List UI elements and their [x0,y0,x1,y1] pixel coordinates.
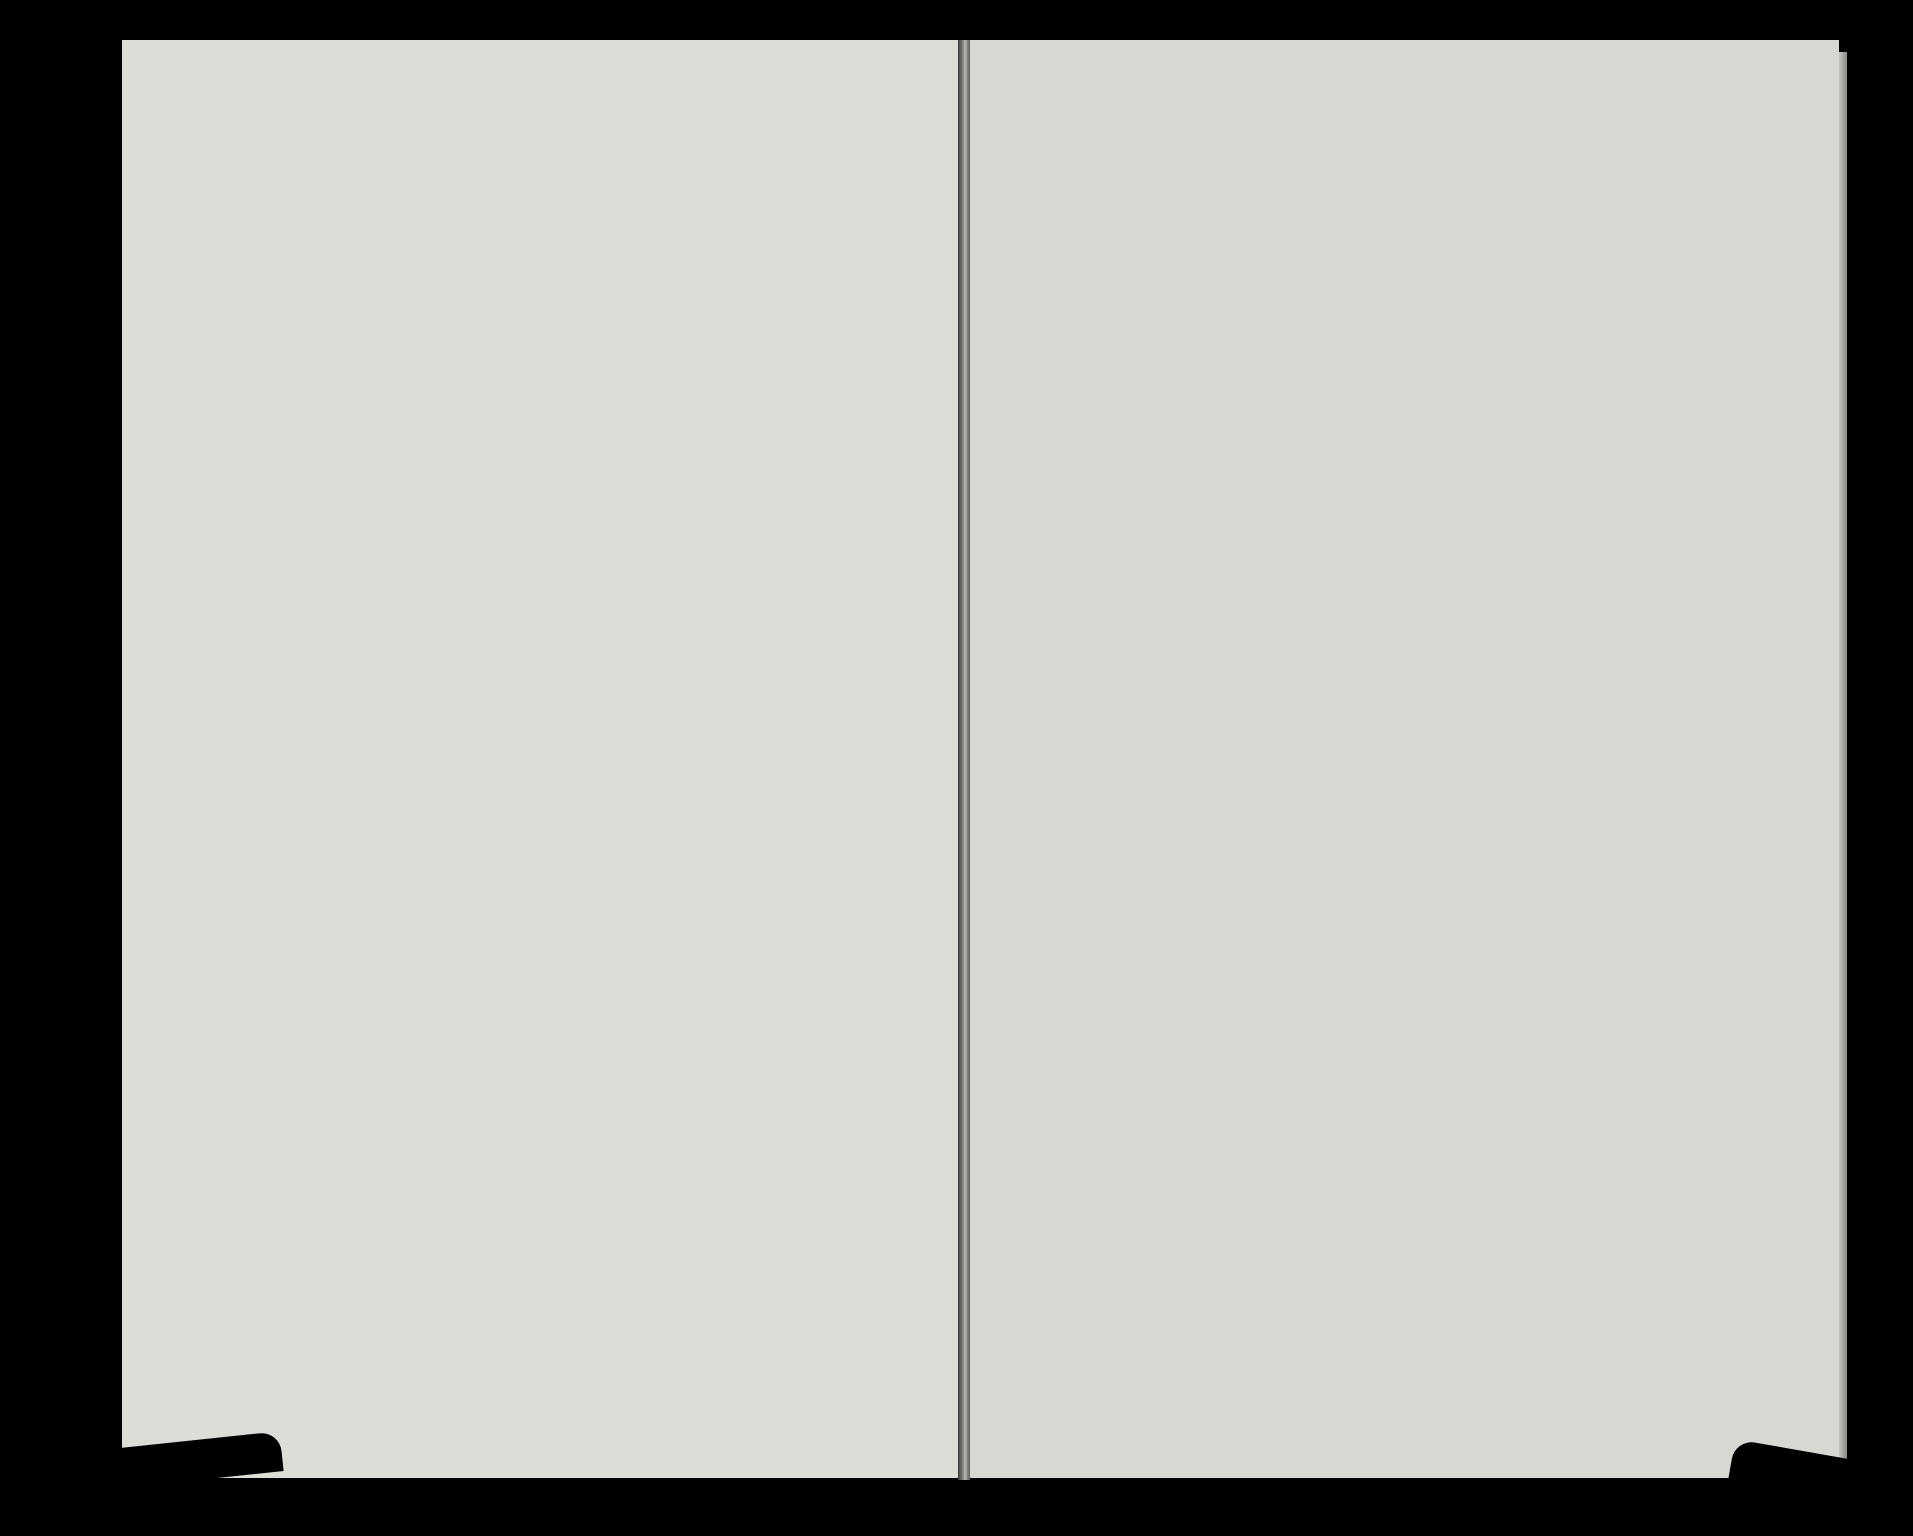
right-page [964,40,1839,1478]
book-spine [958,40,970,1480]
page-edge [1839,52,1847,1478]
left-page [122,40,964,1478]
